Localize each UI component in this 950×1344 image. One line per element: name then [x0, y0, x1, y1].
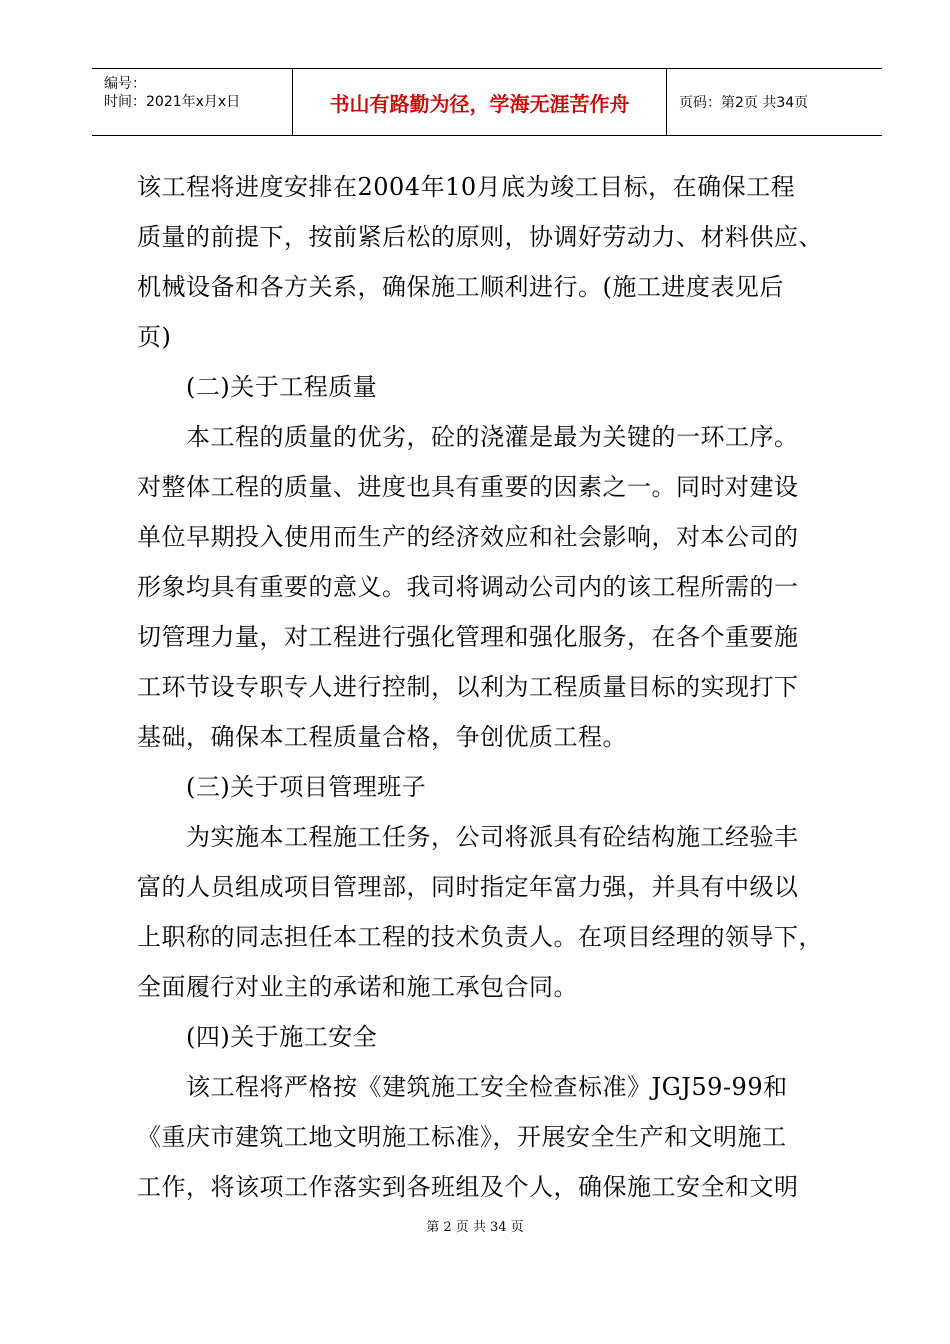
page-header	[92, 68, 882, 136]
body-line: 《重庆市建筑工地文明施工标准》，开展安全生产和文明施工	[137, 1123, 787, 1151]
body-line: 全面履行对业主的承诺和施工承包合同。	[137, 973, 578, 1001]
body-line: 工作，将该项工作落实到各班组及个人，确保施工安全和文明	[137, 1173, 799, 1201]
body-line: 该工程将严格按《建筑施工安全检查标准》JGJ59-99和	[186, 1073, 788, 1101]
body-line: 页)	[137, 323, 172, 351]
header-meta	[92, 69, 293, 135]
body-line: 质量的前提下，按前紧后松的原则，协调好劳动力、材料供应、	[137, 223, 823, 251]
body-line: 为实施本工程施工任务，公司将派具有砼结构施工经验丰	[186, 823, 799, 851]
body-line: 上职称的同志担任本工程的技术负责人。在项目经理的领导下，	[137, 923, 823, 951]
header-motto: 书山有路勤为径，学海无涯苦作舟	[293, 69, 667, 135]
body-line: 切管理力量，对工程进行强化管理和强化服务，在各个重要施	[137, 623, 799, 651]
section-heading: (二)关于工程质量	[186, 373, 378, 401]
section-heading: (三)关于项目管理班子	[186, 773, 427, 801]
body-line: 形象均具有重要的意义。我司将调动公司内的该工程所需的一	[137, 573, 799, 601]
header-page-info: 页码：第2页 共34页	[679, 95, 809, 111]
section-heading: (四)关于施工安全	[186, 1023, 378, 1051]
body-line: 该工程将进度安排在2004年10月底为竣工目标，在确保工程	[137, 173, 796, 201]
body-line: 基础，确保本工程质量合格，争创优质工程。	[137, 723, 627, 751]
body-line: 富的人员组成项目管理部，同时指定年富力强，并具有中级以	[137, 873, 799, 901]
body-line: 本工程的质量的优劣，砼的浇灌是最为关键的一环工序。	[186, 423, 799, 451]
body-line: 工环节设专职专人进行控制，以利为工程质量目标的实现打下	[137, 673, 799, 701]
body-line: 机械设备和各方关系，确保施工顺利进行。(施工进度表见后	[137, 273, 784, 301]
page-footer	[0, 1216, 950, 1235]
time-label: 时间：2021年x月x日	[104, 94, 241, 110]
footer-page-number: 第 2 页 共 34 页	[426, 1220, 524, 1235]
body-line: 单位早期投入使用而生产的经济效应和社会影响，对本公司的	[137, 523, 799, 551]
document-body	[137, 162, 837, 1212]
body-line: 对整体工程的质量、进度也具有重要的因素之一。同时对建设	[137, 473, 799, 501]
number-label: 编号：	[104, 76, 146, 92]
